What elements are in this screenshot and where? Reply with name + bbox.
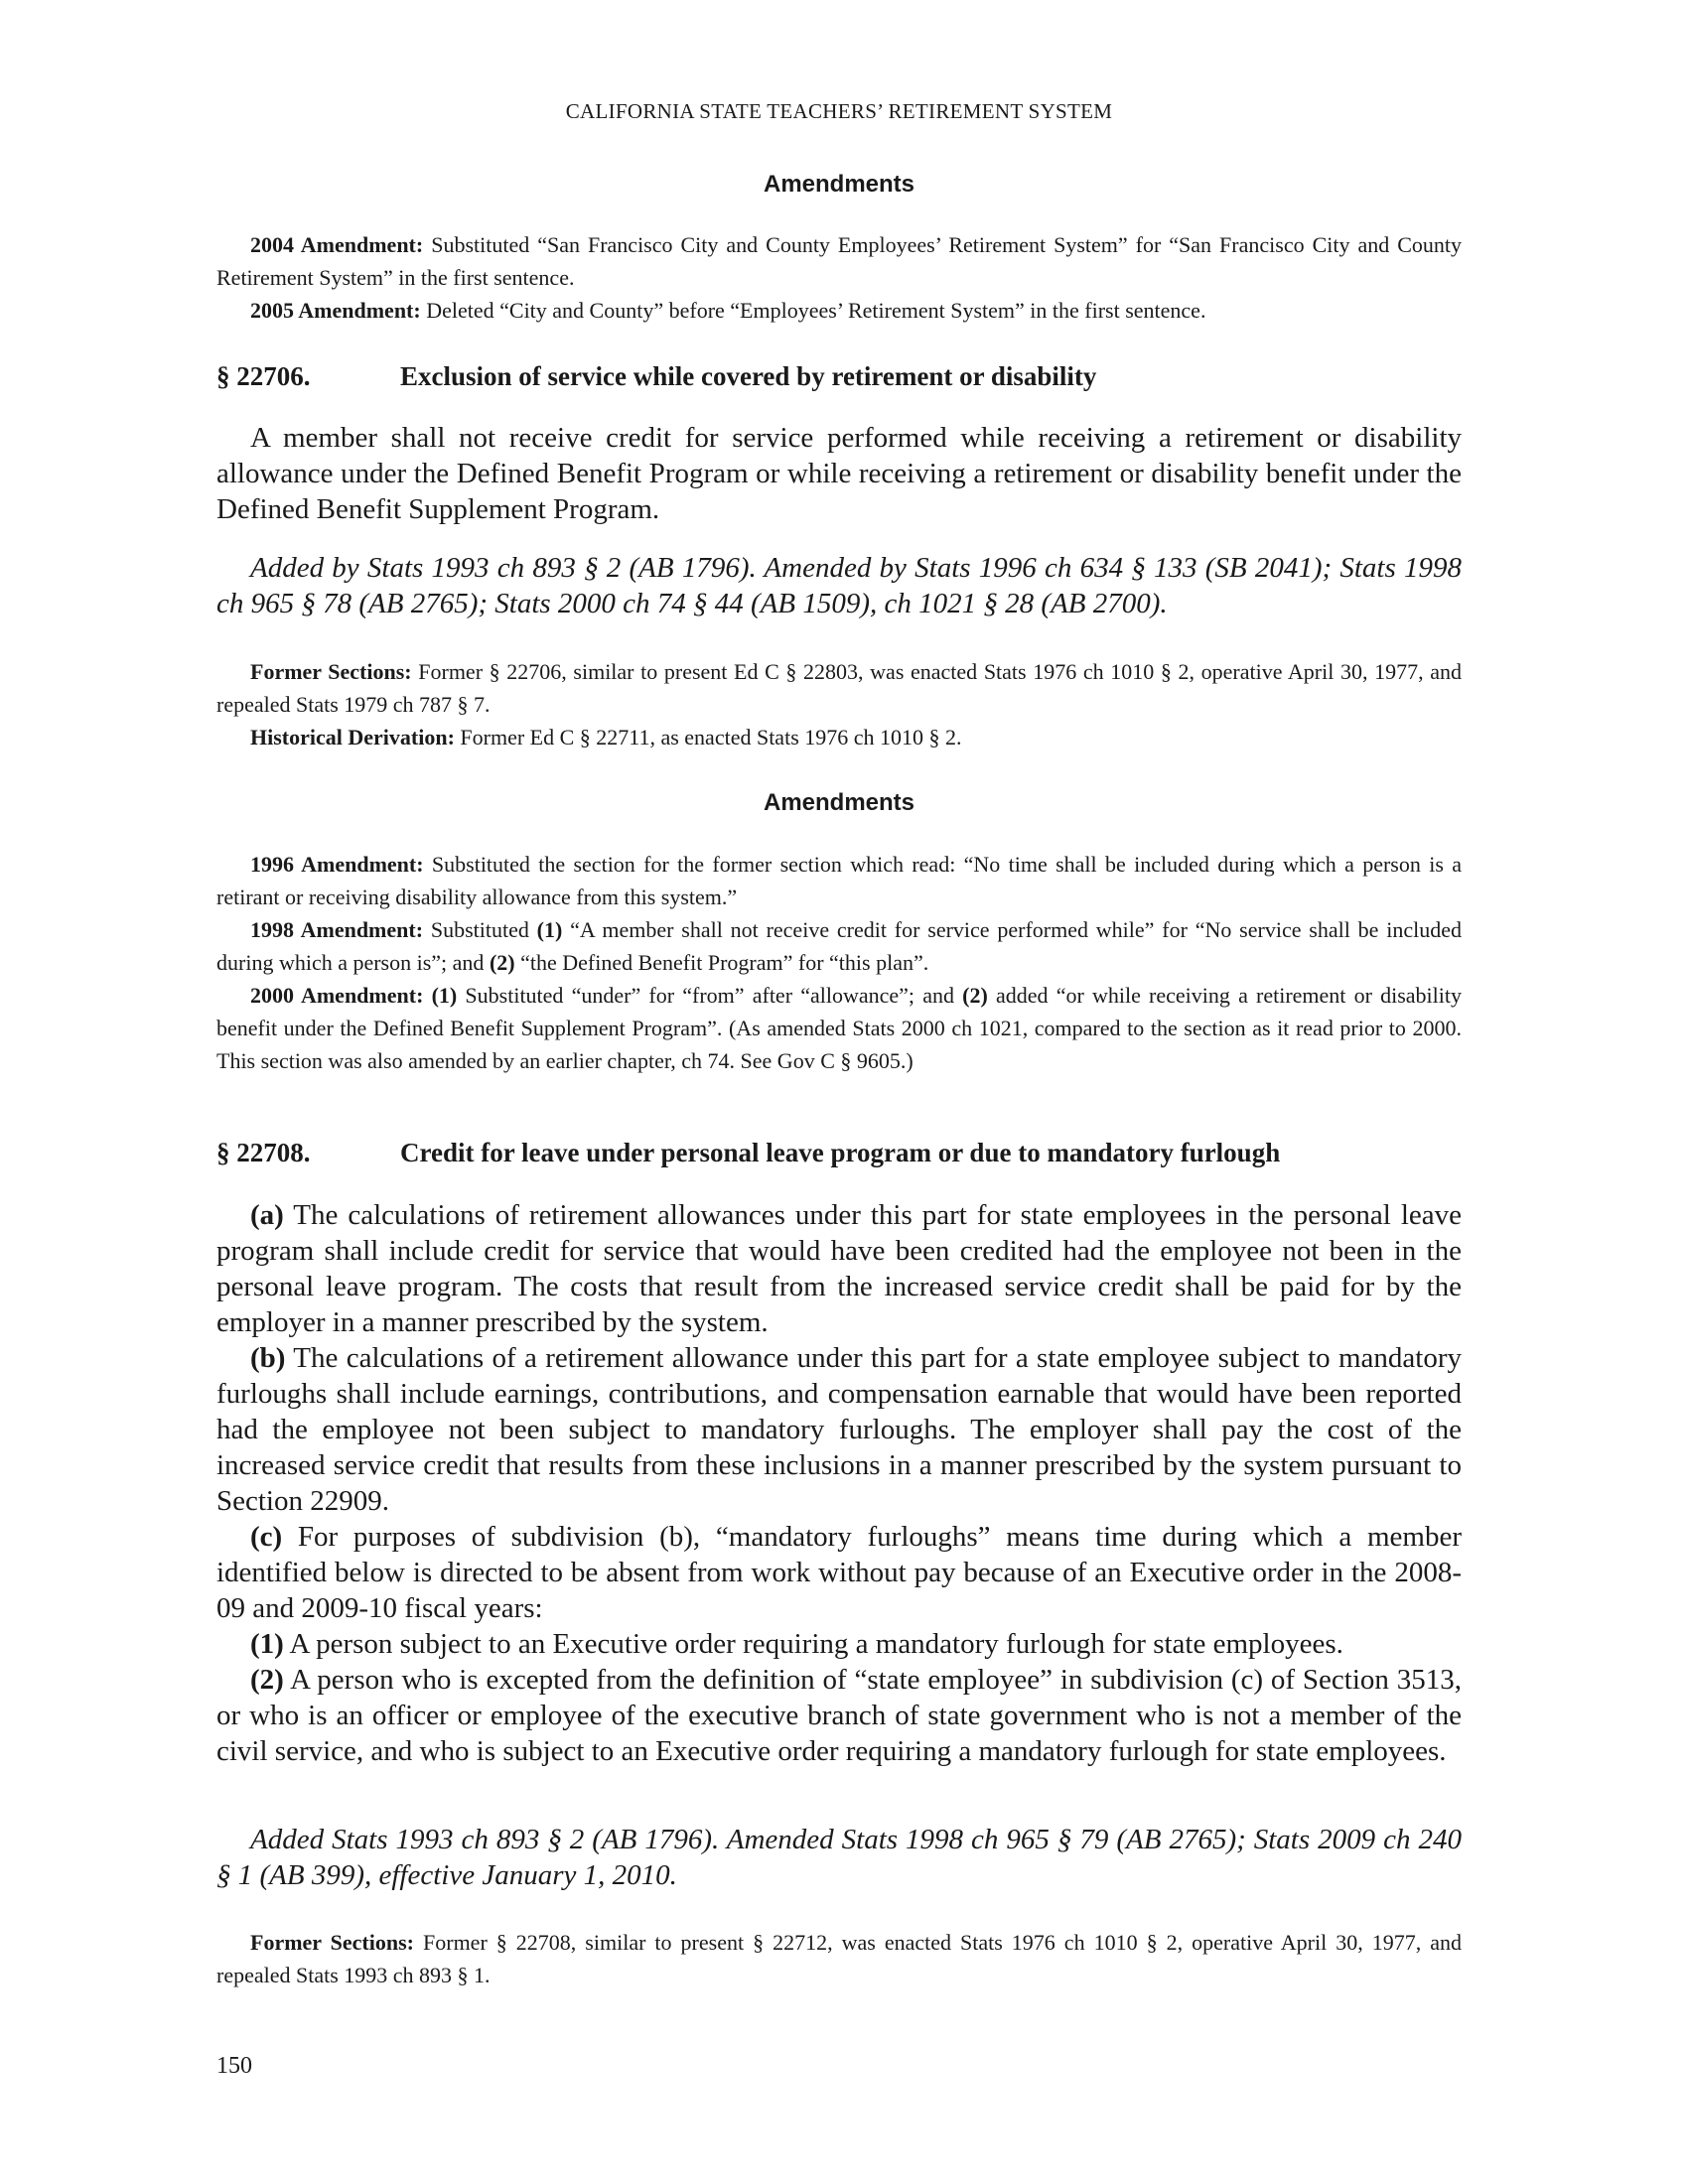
amendment-text: Substituted bbox=[423, 917, 537, 942]
amendment-text: “A member shall not receive credit for service performed while” for “No service shall be included during which a person is”; and bbox=[216, 917, 1462, 975]
subdivision-label: (a) bbox=[250, 1199, 284, 1231]
subdivision-text: For purposes of subdivision (b), “mandatory furloughs” means time during which a member identified below is directed to be absent from work without pay because of an Executive order in the 2008-09 and 2009-10 fiscal years: bbox=[216, 1521, 1462, 1624]
amendment-item-marker: (2) bbox=[962, 983, 988, 1008]
amendment-label: 1996 Amendment: bbox=[250, 852, 424, 877]
subdivision-text: The calculations of a retirement allowance under this part for a state employee subject to mandatory furloughs shall include earnings, contributions, and compensation earnable that would have been reported had the employee not been subject to mandatory furloughs. The employer shall pay the cost of the increased service credit that results from these inclusions in a manner prescribed by the system pursuant to Section 22909. bbox=[216, 1342, 1462, 1517]
subdivision-label: (1) bbox=[250, 1628, 284, 1660]
amendment-text: Deleted “City and County” before “Employees’ Retirement System” in the first sentence. bbox=[420, 298, 1206, 323]
section-heading: Credit for leave under personal leave program or due to mandatory furlough bbox=[400, 1138, 1281, 1167]
amendment-2004 bbox=[216, 228, 1462, 294]
subdivision-text: A person who is excepted from the definition of “state employee” in subdivision (c) of Section 3513, or who is an officer or employee of the executive branch of state government who is not a member of the civil service, and who is subject to an Executive order requiring a mandatory furlough for state employees. bbox=[216, 1664, 1462, 1767]
subdivision-label: (2) bbox=[250, 1664, 284, 1696]
citation-text: Added by Stats 1993 ch 893 § 2 (AB 1796). Amended by Stats 1996 ch 634 § 133 (SB 2041); Stats 1998 ch 965 § 78 (AB 2765); Stats 2000 ch 74 § 44 (AB 1509), ch 1021 § 28 (AB 2700). bbox=[216, 552, 1462, 619]
page-number: 150 bbox=[216, 2053, 252, 2079]
note-historical-derivation bbox=[216, 721, 1462, 753]
note-label: Former Sections: bbox=[250, 1930, 414, 1955]
running-header: CALIFORNIA STATE TEACHERS’ RETIREMENT SYSTEM bbox=[565, 99, 1113, 123]
note-text: Former Ed C § 22711, as enacted Stats 1976 ch 1010 § 2. bbox=[454, 725, 962, 750]
amendment-item-marker: (2) bbox=[489, 950, 515, 975]
section-22708-citation bbox=[216, 1822, 1462, 1893]
subdivision-text: The calculations of retirement allowances under this part for state employees in the personal leave program shall include credit for service that would have been credited had the employee not been in the personal leave program. The costs that result from the increased service credit shall be paid for by the employer in a manner prescribed by the system. bbox=[216, 1199, 1462, 1338]
paragraph-2 bbox=[216, 1662, 1462, 1769]
amendment-label: 2004 Amendment: bbox=[250, 232, 424, 257]
note-former-sections bbox=[216, 655, 1462, 721]
section-number: § 22706. bbox=[216, 361, 311, 391]
note-text: Former § 22706, similar to present Ed C § 22803, was enacted Stats 1976 ch 1010 § 2, operative April 30, 1977, and repealed Stats 1979 ch 787 § 7. bbox=[216, 659, 1462, 717]
citation-text: Added Stats 1993 ch 893 § 2 (AB 1796). Amended Stats 1998 ch 965 § 79 (AB 2765); Stats 2009 ch 240 § 1 (AB 399), effective January 1, 2010. bbox=[216, 1824, 1462, 1891]
note-text: Former § 22708, similar to present § 22712, was enacted Stats 1976 ch 1010 § 2, operative April 30, 1977, and repealed Stats 1993 ch 893 § 1. bbox=[216, 1930, 1462, 1987]
amendment-text: Substituted “under” for “from” after “allowance”; and bbox=[457, 983, 963, 1008]
section-22706-notes bbox=[216, 655, 1462, 753]
amendments-list-1 bbox=[216, 228, 1462, 327]
section-22706-body bbox=[216, 420, 1462, 527]
amendment-label: 2000 Amendment: (1) bbox=[250, 983, 458, 1008]
amendment-label: 1998 Amendment: bbox=[250, 917, 424, 942]
amendment-2005 bbox=[216, 294, 1462, 327]
section-22708-body bbox=[216, 1197, 1462, 1769]
note-label: Historical Derivation: bbox=[250, 725, 455, 750]
section-22706-citation bbox=[216, 550, 1462, 621]
section-22708-title bbox=[216, 1138, 1462, 1168]
amendment-1998 bbox=[216, 913, 1462, 979]
subdivision-a bbox=[216, 1197, 1462, 1340]
note-label: Former Sections: bbox=[250, 659, 412, 684]
amendment-text: “the Defined Benefit Program” for “this plan”. bbox=[514, 950, 929, 975]
amendment-text: Substituted the section for the former section which read: “No time shall be included during which a person is a retirant or receiving disability allowance from this system.” bbox=[216, 852, 1462, 909]
section-number: § 22708. bbox=[216, 1138, 311, 1167]
amendment-label: 2005 Amendment: bbox=[250, 298, 421, 323]
subdivision-c bbox=[216, 1519, 1462, 1626]
amendment-item-marker: (1) bbox=[536, 917, 563, 942]
subdivision-b bbox=[216, 1340, 1462, 1519]
subdivision-label: (b) bbox=[250, 1342, 286, 1374]
amendment-text: Substituted “San Francisco City and County Employees’ Retirement System” for “San Francisco City and County Retirement System” in the first sentence. bbox=[216, 232, 1463, 290]
amendment-2000 bbox=[216, 979, 1462, 1077]
amendment-text: added “or while receiving a retirement or disability benefit under the Defined Benefit Supplement Program”. (As amended Stats 2000 ch 1021, compared to the section as it read prior to 2000. This section was also amended by an earlier chapter, ch 74. See Gov C § 9605.) bbox=[216, 983, 1462, 1073]
paragraph-1 bbox=[216, 1626, 1462, 1662]
amendments-heading-1: Amendments bbox=[763, 171, 915, 198]
subdivision-text: A person subject to an Executive order requiring a mandatory furlough for state employees. bbox=[283, 1628, 1343, 1660]
amendments-list-2 bbox=[216, 848, 1462, 1077]
section-22706-title bbox=[216, 361, 1462, 392]
section-22708-notes bbox=[216, 1926, 1462, 1991]
section-heading: Exclusion of service while covered by retirement or disability bbox=[400, 361, 1097, 391]
amendment-1996 bbox=[216, 848, 1462, 913]
note-former-sections bbox=[216, 1926, 1462, 1991]
amendments-heading-2: Amendments bbox=[763, 789, 915, 816]
subdivision-label: (c) bbox=[250, 1521, 283, 1553]
section-text: A member shall not receive credit for service performed while receiving a retirement or disability allowance under the Defined Benefit Program or while receiving a retirement or disability benefit under the Defined Benefit Supplement Program. bbox=[216, 422, 1462, 525]
